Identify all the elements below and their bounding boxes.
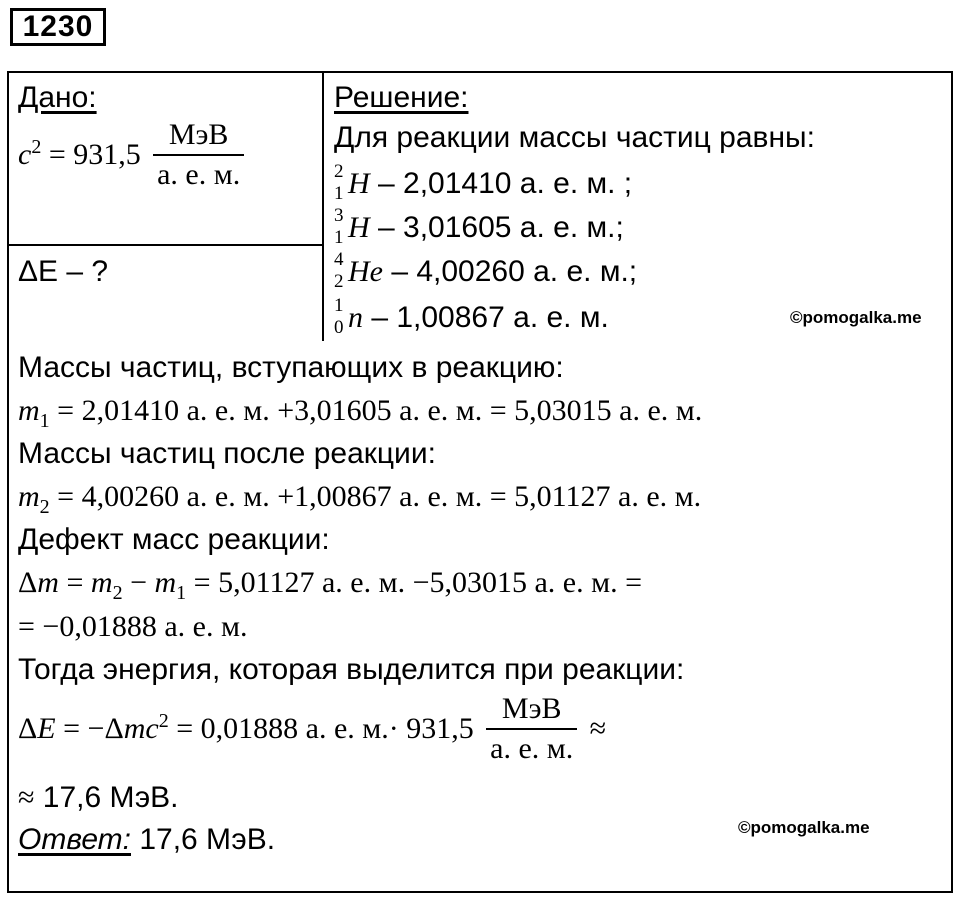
mass-defect-label: Дефект масс реакции: xyxy=(18,523,330,556)
find-quantity: ΔE – ? xyxy=(18,255,109,288)
after-reaction-label: Массы частиц после реакции: xyxy=(18,437,436,470)
energy-label: Тогда энергия, которая выделится при реакции: xyxy=(18,653,685,686)
solution-intro: Для реакции массы частиц равны: xyxy=(334,121,815,154)
particle-helium: 4 2 He – 4,00260 а. е. м.; xyxy=(334,249,638,292)
answer-label: Ответ: xyxy=(18,823,131,856)
watermark-bottom: ©pomogalka.me xyxy=(738,818,870,837)
c-power: 2 xyxy=(31,136,42,158)
particle-tritium: 3 1 H – 3,01605 а. е. м.; xyxy=(334,205,624,248)
given-unit-fraction xyxy=(153,118,244,192)
m2-equation: $m_2 = 4,00260$ а. е. м. +1,00867 а. е. м. = 5,01127 а. е. м. xyxy=(18,480,702,518)
energy-result-text: 17,6 МэВ. xyxy=(34,781,179,814)
mass-defect-equation: $\Delta m = m_2 - m_1 = 5,01127$ а. е. м. −5,03015 а. е. м. = xyxy=(18,566,643,604)
particle-deuterium: 2 1 H – 2,01410 а. е. м. ; xyxy=(334,161,633,204)
energy-unit-fraction xyxy=(486,692,577,766)
given-heading: Дано: xyxy=(18,81,97,114)
answer-line xyxy=(18,822,275,858)
energy-equation: ΔE = −Δmc$^2$ = 0,01888 а. е. м.· 931,5 $\frac{\text{МэВ}}{а. е. м.}$ ≈ xyxy=(18,692,607,765)
given-unit-numerator: МэВ xyxy=(153,118,244,156)
energy-result: ≈ 17,6 МэВ. xyxy=(18,781,179,814)
energy-unit-denominator: а. е. м. xyxy=(490,732,574,765)
mass-defect-result: = −0,01888 а. е. м. xyxy=(18,610,248,643)
given-unit-denominator: а. е. м. xyxy=(157,158,241,191)
before-reaction-label: Массы частиц, вступающих в реакцию: xyxy=(18,351,564,384)
answer-value: 17,6 МэВ. xyxy=(131,823,276,856)
particle-neutron: 1 0 n – 1,00867 а. е. м. xyxy=(334,295,609,338)
energy-unit-numerator: МэВ xyxy=(486,692,577,730)
c-symbol: c xyxy=(18,138,32,171)
watermark-top: ©pomogalka.me xyxy=(790,308,922,327)
given-c-squared xyxy=(18,118,248,208)
horizontal-divider xyxy=(7,244,323,246)
vertical-divider xyxy=(322,71,324,341)
c-value: = 931,5 xyxy=(41,138,141,171)
m1-equation: $m_1 = 2,01410$ а. е. м. +3,01605 а. е. м. = 5,03015 а. е. м. xyxy=(18,394,703,432)
problem-number: 1230 xyxy=(10,8,106,46)
solution-heading: Решение: xyxy=(334,81,469,114)
